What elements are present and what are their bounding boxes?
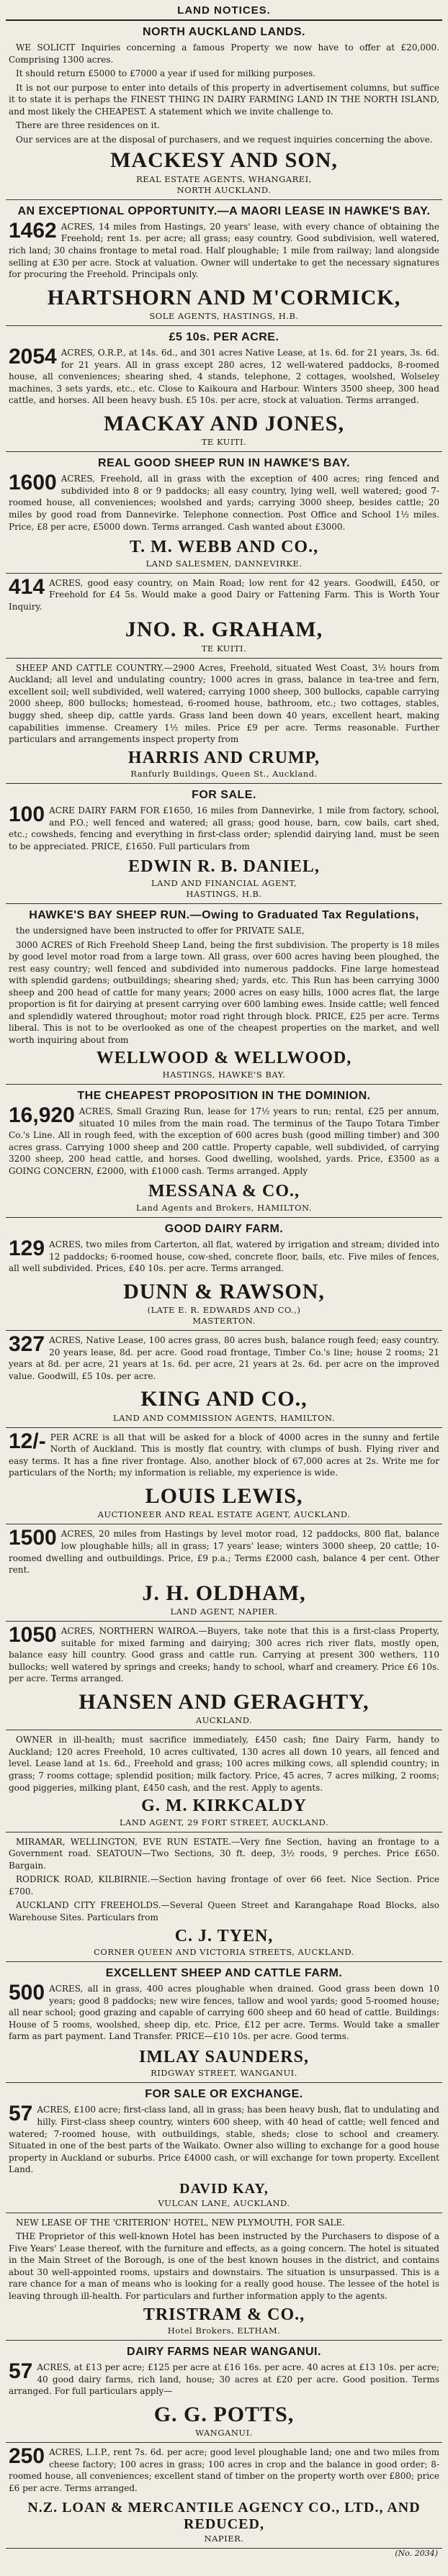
advertisement [6,1962,442,2083]
ad-signature-subline: TE KUITI. [201,643,247,654]
ad-paragraph [9,1983,439,2043]
ad-signature-subline: REAL ESTATE AGENTS, WHANGAREI, [136,173,312,184]
ad-paragraph [9,119,439,132]
advertisement [6,2341,442,2443]
ad-paragraph-text: It should return £5000 to £7000 a year if used for milking purposes. [16,68,316,79]
ad-paragraph [9,1429,439,1479]
ad-paragraph-text: ACRES, 14 miles from Hastings, 20 years' lease, with every chance of obtaining the Freehold; rent 1s. per acre; all grass; easy country. Good subdivision, well watered, rich land; 30 chains frontage to metal road. Half ploughable; 1 mile from railway; land alongside selling at £30 per acre. Stock at valuation. Owner will undertake to get the necessary signatures for procuring the Freehold. Principals only. [9,221,439,280]
ad-paragraph [9,805,439,852]
ad-paragraph-text: ACRES, NORTHERN WAIROA.—Buyers, take note that this is a first-class Property, suitable for mixed farming and dairying; 300 acres rich river flats, mostly open, balance easy hill country. Good grass and cattle run. Carrying at present 300 wethers, 110 bullocks; well watered by springs and creeks; handy to school, wharf and creamery. Price £6 10s. per acre. Terms arranged. [9,1626,439,1684]
ad-paragraph-text: RODRICK ROAD, KILBIRNIE.—Section having frontage of over 66 feet. Nice Section. Price £700. [9,1874,439,1897]
ad-paragraph [9,1334,439,1382]
ad-paragraph-text: THE Proprietor of this well-known Hotel has been instructed by the Purchasers to dispose of a Five Years' Lease thereof, with the furniture and effects, as a going concern. The hotel is situated in the Main Street of the Borough, is one of the best known houses in the district, and contains about 30 well-appointed rooms, upstairs and downstairs. The situation is unsurpassed. This is a rare chance for a man of means who is looking for a really good house. The lessee of the hotel is leaving through ill-health. For particulars and further information apply to the agents. [9,2231,439,2302]
ad-lead-figure: 57 [9,2102,33,2126]
advertisement [6,904,442,1085]
ad-paragraph-text: WE SOLICIT Inquiries concerning a famous Property we now have to offer at £20,000. Comprising 1300 acres. [9,42,439,65]
ad-signature-subline: LAND AND COMMISSION AGENTS, HAMILTON. [112,1412,336,1423]
ad-signature: C. J. TYEN, [174,1926,274,1945]
ad-heading: EXCELLENT SHEEP AND CATTLE FARM. [105,1967,343,1980]
ad-heading: £5 10s. PER ACRE. [169,331,279,344]
ad-paragraph-text: It is not our purpose to enter into details of this property in advertisement columns, but suffice it to state it is perhaps the FINEST THING IN DAIRY FARMING LAND IN THE NORTH ISLAND, and most likely the CHEAPEST. A statement which we invite challenge to. [9,82,439,117]
ad-signature-subline: LAND AGENT, 29 FORT STREET, AUCKLAND. [119,1817,329,1827]
ad-paragraph-text: There are three residences on it. [16,120,160,131]
ad-lead-figure: 250 [9,2444,45,2469]
ad-signature: WELLWOOD & WELLWOOD, [96,1049,352,1068]
ad-paragraph-text: ACRES, two miles from Carterton, all flat, watered by irrigation and stream; divided into 12 paddocks; 6-roomed house, cow-shed, concrete floor, bails, etc. Five miles of fences, all well subdivided. Prices, £40 10s. per acre. Terms arranged. [9,1239,439,1274]
ad-lead-figure: 57 [9,2359,33,2384]
advertisement [6,1331,442,1428]
ad-signature: IMLAY SAUNDERS, [139,2047,309,2066]
ad-signature: HANSEN AND GERAGHTY, [79,1689,369,1714]
ad-paragraph-text: MIRAMAR, WELLINGTON, EVE RUN ESTATE.—Very fine Section, having an frontage to a Government road. SEATOUN—Two Sections, 30 ft. deep, 3½ roods, 9 perches. Price £650. Bargain. [9,1836,439,1871]
ad-heading: HAWKE'S BAY SHEEP RUN.—Owing to Graduated Tax Regulations, [29,909,419,922]
ad-paragraph [9,1874,439,1897]
advertisement [6,1730,442,1832]
ad-heading: NORTH AUCKLAND LANDS. [143,26,305,38]
ad-paragraph [9,473,439,533]
ad-signature: TRISTRAM & CO., [143,2305,305,2324]
ad-signature: LOUIS LEWIS, [145,1483,303,1508]
ad-signature-subline: (LATE E. R. EDWARDS AND CO.,) [147,1305,301,1316]
advertisement [6,1085,442,1218]
ad-signature-subline: VULCAN LANE, AUCKLAND. [158,2197,290,2208]
ad-paragraph [9,2446,439,2494]
ad-paragraph-text: the undersigned have been instructed to offer for PRIVATE SALE, [16,926,305,936]
ad-lead-figure: 129 [9,1236,45,1260]
ad-paragraph [9,1236,439,1275]
ad-signature-subline: WANGANUI. [195,2428,253,2439]
ad-lead-figure: 1050 [9,1623,57,1648]
ad-signature: MACKESY AND SON, [110,148,338,173]
advertisement [6,200,442,326]
ad-paragraph-text: ACRE DAIRY FARM FOR £1650, 16 miles from Dannevirke, 1 mile from factory, school, and P.O.; well fenced and watered; all grass; good house, barn, cow bails, cart shed, etc.; cowsheds, fencing and everything in first-class order; splendid dairying land, must be seen to be appreciated. PRICE, £1650. Full particulars from [9,805,439,851]
ad-paragraph-text: ACRES, O.R.P., at 14s. 6d., and 301 acres Native Lease, at 1s. 6d. for 21 years, 3s. 6d. for 21 years. All in grass except 280 acres, 12 well-watered paddocks, 8-roomed house, all conveniences; shearing shed, 4 stands, telephone, 2 cottages, woolshed, Wolseley machines, 3 sets yards, etc., etc. Close to Kaikoura and Harbour. Winters 3500 sheep, 300 head cattle, and horses. All been heavy bush. £5 10s. per acre, stock at valuation. Terms arranged. [9,348,439,406]
ad-signature-subline: SOLE AGENTS, HASTINGS, H.B. [149,311,299,322]
ad-paragraph-text: OWNER in ill-health; must sacrifice immediately, £450 cash; fine Dairy Farm, handy to Auckland; 120 acres Freehold, 10 acres cultivated, 130 acres all down 10 years, all fenced and level. Lease land at 1s. 6d., Freehold and grass; 100 acres milking cows, all splendid country; in grass; 7 rooms cottage; splendid position; milk factory. Price, 45 acres, 7 acres milking, 2 rooms; good piggeries, milking plant, £450 cash, and the rest. Apply to agents. [9,1735,439,1793]
ad-paragraph [9,1103,439,1177]
ad-signature-subline: HASTINGS, HAWKE'S BAY. [162,1070,286,1080]
ad-paragraph [9,218,439,281]
ad-paragraph-text: AUCKLAND CITY FREEHOLDS.—Several Queen Street and Karangahape Road Blocks, also Warehouse Sites. Particulars from [9,1900,439,1922]
ad-signature-subline: MASTERTON. [192,1316,256,1327]
ad-paragraph-text: ACRES, Small Grazing Run, lease for 17½ years to run; rental, £25 per annum, situated 10 miles from the main road. The terminus of the Taupo Totara Timber Co.'s Line. All in rough feed, with the exception of 600 acres bush (good milling timber) and 300 acres grass. Carrying 1000 sheep and 200 cattle. Property capable, well subdivided, of carrying 3200 sheep, 200 head cattle, and horses. Good dwelling, woolshed, yards. Price, £3500 as a GOING CONCERN, £2000, with £1000 cash. Terms arranged. Apply [9,1106,439,1176]
advertisement [6,659,442,784]
ad-paragraph [9,82,439,118]
ad-heading: REAL GOOD SHEEP RUN IN HAWKE'S BAY. [98,457,350,470]
ad-paragraph-text: ACRES, L.I.P., rent 7s. 6d. per acre; good level ploughable land; one and two miles from cheese factory; 100 acres in grass; 100 acres in crop and the balance in good order; 8-roomed house, all conveniences; excellent stand of timber on the property worth over £800; price £6 per acre. Terms arranged. [9,2447,439,2493]
ad-paragraph [9,347,439,407]
ad-signature: KING AND CO., [140,1387,308,1411]
ad-paragraph [9,1625,439,1685]
notice-number: (No. 2034) [395,2548,438,2558]
ad-signature-subline: NAPIER. [204,2533,244,2544]
ad-signature-subline: LAND AGENT, NAPIER. [170,1606,278,1617]
ad-signature-subline: LAND AND FINANCIAL AGENT, [151,878,297,889]
advertisement [6,1428,442,1525]
ad-signature: N.Z. LOAN & MERCANTILE AGENCY CO., LTD., AND REDUCED, [27,2499,421,2532]
ad-heading: FOR SALE. [192,789,256,802]
ad-paragraph-text: ACRES, £100 acre; first-class land, all in grass; has been heavy bush, flat to undulating and hilly. First-class sheep country, winters 600 sheep, with 40 head of cattle; well fenced and watered; 7-roomed house, with outbuildings, stable, sheds; close to school and creamery. Situated in one of the best parts of the Waikato. Owner also willing to exchange for a good house property in Auckland or suburbs. Price £4000 cash, or will exchange for town property. Excellent Land. [9,2105,439,2175]
ad-lead-figure: 1500 [9,1526,57,1550]
ad-heading: DAIRY FARMS NEAR WANGANUI. [127,2346,321,2359]
ad-heading: GOOD DAIRY FARM. [164,1222,284,1235]
ad-signature: G. M. KIRKCALDY [141,1797,307,1816]
advertisement [6,784,442,904]
advertisement [6,1832,442,1962]
ad-signature: HARRIS AND CRUMP, [127,748,321,767]
ad-heading: THE CHEAPEST PROPOSITION IN THE DOMINION. [77,1090,371,1103]
ad-paragraph-text: SHEEP AND CATTLE COUNTRY.—2900 Acres, Freehold, situated West Coast, 3½ hours from Auckland; all level and undulating country; 1000 acres in grass, balance in tea-tree and fern, excellent soil; well subdivided, well watered; carrying 1000 sheep, 300 bullocks, capable carrying 2000 sheep, 800 bullocks; homestead, 6-roomed house, bathroom, etc.; two cottages, stables, buggy shed, sheep dip, cattle yards. Grass land been down 40 years, excellent heart, making capabilities immense. Creamery 1½ miles. Price £9 per acre. Terms reasonable. Further particulars and arrangements inspect property from [9,662,439,745]
ad-signature: MESSANA & CO., [148,1182,300,1201]
ad-signature: J. H. OLDHAM, [142,1581,306,1605]
ad-paragraph [9,925,439,937]
advertisement [6,1218,442,1331]
advertisement [6,21,442,200]
ad-lead-figure: 1462 [9,218,57,243]
ad-signature-subline: Hotel Brokers, ELTHAM. [167,2326,281,2336]
ad-signature-subline: AUCKLAND. [195,1715,253,1726]
ad-lead-figure: 16,920 [9,1103,75,1128]
advertisement [6,2083,442,2213]
ad-signature: T. M. WEBB AND CO., [129,538,319,557]
ad-paragraph [9,42,439,65]
ad-signature: DUNN & RAWSON, [123,1279,325,1303]
advertisement [6,326,442,452]
ad-paragraph [9,662,439,746]
ad-paragraph [9,1899,439,1923]
ad-lead-figure: 12/- [9,1429,46,1453]
masthead-title: LAND NOTICES. [6,4,442,21]
ad-signature-subline: Ranfurly Buildings, Queen St., Auckland. [130,769,318,779]
advertisement [6,1524,442,1622]
ad-paragraph-text: NEW LEASE OF THE 'CRITERION' HOTEL, NEW PLYMOUTH, FOR SALE. [16,2217,345,2228]
ad-signature: JNO. R. GRAHAM, [125,618,323,642]
ad-signature-subline: HASTINGS, H.B. [186,889,262,900]
ad-heading: FOR SALE OR EXCHANGE. [145,2088,303,2101]
ad-lead-figure: 414 [9,574,45,599]
ad-paragraph [9,68,439,80]
ad-paragraph-text: PER ACRE is all that will be asked for a block of 4000 acres in the sunny and fertile North of Auckland. This is mostly flat country, with clumps of bush. Flying river and easy terms. It has a fine river frontage. Also, another block of 67,000 acres at 2s. Write me for particulars of the North; my information is reliable, my experience is wide. [9,1432,439,1478]
ad-signature: DAVID KAY, [179,2180,269,2197]
ads-column [6,21,442,2549]
ad-paragraph [9,1836,439,1872]
ad-paragraph-text: ACRES, Freehold, all in grass with the exception of 400 acres; ring fenced and subdivided into 8 or 9 paddocks; all easy country, lying well, well watered; good 7-roomed house, all conveniences; woolshed and yards; carrying 3000 sheep, besides cattle; 20 miles by good road from Dannevirke. Telephone connection. Post Office and School 1½ miles. Price, £8 per acre, £5000 down. Terms arranged. Cash wanted about £3000. [9,474,439,532]
ad-paragraph [9,2359,439,2398]
ad-signature-subline: RIDGWAY STREET, WANGANUI. [151,2068,297,2079]
ad-signature: G. G. POTTS, [153,2402,295,2426]
advertisement [6,2443,442,2548]
ad-paragraph [9,2231,439,2302]
ad-heading: AN EXCEPTIONAL OPPORTUNITY.—A MAORI LEASE IN HAWKE'S BAY. [17,204,431,217]
ad-signature-subline: Land Agents and Brokers, HAMILTON. [135,1202,313,1213]
ad-paragraph [9,939,439,1047]
ad-paragraph [9,2217,439,2229]
ad-paragraph [9,1528,439,1576]
ad-paragraph [9,574,439,613]
ad-signature-subline: TE KUITI. [201,437,247,448]
ad-signature: HARTSHORN AND M'CORMICK, [47,285,401,309]
ad-signature: MACKAY AND JONES, [104,411,344,435]
ad-paragraph [9,2104,439,2175]
ad-paragraph-text: ACRES, good easy country, on Main Road; low rent for 42 years. Goodwill, £450, or Freehold for £4 5s. Would make a good Dairy or Fattening Farm. This is Worth Your Inquiry. [9,577,439,612]
ad-paragraph [9,1734,439,1794]
ad-paragraph-text: 3000 ACRES of Rich Freehold Sheep Land, being the first subdivision. The property is 18 miles by good level motor road from a large town. All grass, over 600 acres having been ploughed, the rest easy country; well fenced and subdivided into numerous paddocks. Fine large homestead with splendid gardens; outbuildings; shearing shed; yards, etc. This Run has been carrying 3000 sheep and 200 head of cattle for many years; 2000 acres on easy hills, 1000 acres flat, the large proportion is fit for dairying at present carrying over 600 lambing ewes. Inside cattle; well fenced and splendidly watered throughout; motor road right through block. PRICE, £25 per acre. Terms liberal. This is not to be overlooked as one of the cheapest properties on the market, and well worth inquiring about from [9,939,439,1045]
ad-paragraph-text: Our services are at the disposal of purchasers, and we request inquiries concerning the above. [16,134,433,145]
ad-signature-subline: NORTH AUCKLAND. [176,184,272,195]
advertisement [6,574,442,659]
ad-lead-figure: 1600 [9,471,57,495]
ad-lead-figure: 2054 [9,345,57,369]
advertisement [6,1622,442,1730]
advertisement [6,2213,442,2341]
ad-paragraph-text: ACRES, 20 miles from Hastings by level motor road, 12 paddocks, 800 flat, balance low ploughable hills; all in grass; 17 years' lease; winters 3000 sheep, 20 cattle; 10-roomed dwelling and outbuildings. Price, £9 p.a.; Terms £2000 cash, balance 4 per cent. Other rent. [9,1529,439,1576]
ad-paragraph-text: ACRES, all in grass, 400 acres ploughable when drained. Good grass been down 10 years; good 8 paddocks; new wire fences, tallow and wool yards; good 5-roomed house; all near school; good grazing and capable of carrying 600 sheep and 60 head of cattle. Buildings: House of 5 rooms, woolshed, sheep dip, etc. Price, £12 per acre. Terms. Would take a smaller farm as part payment. Land Transfer. PRICE—£10 10s. per acre. Good terms. [9,1984,439,2042]
ad-lead-figure: 327 [9,1332,45,1357]
ad-lead-figure: 100 [9,803,45,827]
advertisement [6,452,442,573]
ad-signature: EDWIN R. B. DANIEL, [128,857,320,877]
ad-paragraph-text: ACRES, Native Lease, 100 acres grass, 80 acres bush, balance rough feed; easy country. 20 years lease, 8d. per acre. Good road frontage, Timber Co.'s line; house 2 rooms; 21 years at 8d. per acre, 21 years at 1s. 6d. per acre, 21 years at 2s. 6d. per acre on the improved value. Goodwill, £5 10s. per acre. [9,1335,439,1381]
ad-signature-subline: AUCTIONEER AND REAL ESTATE AGENT, AUCKLAND. [97,1509,351,1520]
ad-signature-subline: LAND SALESMEN, DANNEVIRKE. [145,558,303,569]
ad-paragraph [9,134,439,146]
ad-lead-figure: 500 [9,1981,45,2005]
ad-signature-subline: CORNER QUEEN AND VICTORIA STREETS, AUCKLAND. [94,1947,354,1958]
ad-paragraph-text: ACRES, at £13 per acre; £125 per acre at £16 16s. per acre. 40 acres at £13 10s. per acre; 40 good dairy farms, rich land, house; 30 acres at £20 per acre. Good position. Terms arranged. For full particulars apply— [9,2362,439,2397]
